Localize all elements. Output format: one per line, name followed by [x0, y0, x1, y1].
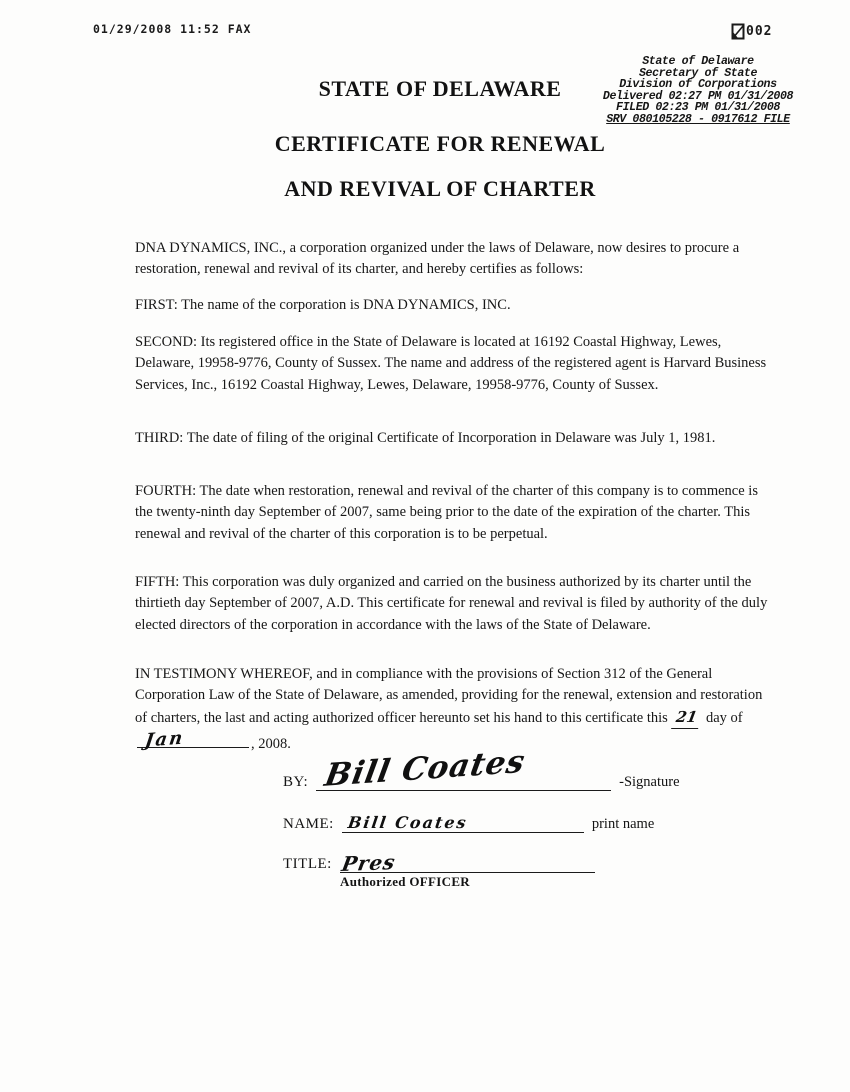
paragraph-fifth: FIFTH: This corporation was duly organized and carried on the business authorized by its charter until the thirtieth day September of 2007, A.D. This certificate for renewal and revival is filed by authority of the duly elected directors of the corporation in accordance with the laws of the State of Delaware. [135, 574, 768, 633]
name-label: NAME: [283, 816, 334, 832]
handwritten-month: Jan [143, 727, 186, 752]
title-label: TITLE: [283, 856, 332, 872]
print-name-line [342, 808, 584, 833]
handwritten-print-name: Bill Coates [346, 813, 469, 832]
stamp-line: FILED 02:23 PM 01/31/2008 [616, 101, 780, 115]
paragraph-fourth: FOURTH: The date when restoration, renewal and revival of the charter of this company is to commence is the twenty-ninth day September of 2007, same being prior to the date of the expiration of the charter. This renewal and revival of the charter of this corporation is to be perpetual. [135, 483, 758, 542]
testimony-text: day of [705, 709, 743, 726]
title-row [283, 848, 595, 877]
paragraph-second: SECOND: Its registered office in the State of Delaware is located at 16192 Coastal Highway, Lewes, Delaware, 19958-9776, County of Sussex. The name and address of the registered agent is Harvard Business Services, Inc., 16192 Coastal Highway, Lewes, Delaware, 19958-9776, County of Sussex. [135, 334, 767, 393]
title-line [339, 848, 595, 877]
stamp-line: State of Delaware [642, 55, 754, 68]
fax-page-indicator [731, 23, 772, 40]
paragraph-third: THIRD: The date of filing of the original Certificate of Incorporation in Delaware was July 1, 1981. [135, 430, 716, 446]
title-state-of-delaware: STATE OF DELAWARE [318, 76, 562, 101]
title-and-revival-of-charter: AND REVIVAL OF CHARTER [284, 176, 596, 201]
testimony-text: , 2008. [251, 735, 291, 752]
paragraph-intro: DNA DYNAMICS, INC., a corporation organized under the laws of Delaware, now desires to procure a restoration, renewal and revival of its charter, and hereby certifies as follows: [135, 240, 740, 278]
stamp-line: SRV 080105228 - 0917612 FILE [606, 112, 790, 126]
stamp-line: Delivered 02:27 PM 01/31/2008 [602, 89, 794, 103]
authorized-officer-caption: Authorized OFFICER [340, 874, 470, 889]
title-certificate-for-renewal: CERTIFICATE FOR RENEWAL [274, 131, 606, 156]
month-blank-line [137, 727, 249, 752]
fax-page-number: 002 [746, 24, 773, 39]
fax-page-icon [731, 23, 745, 40]
print-name-caption: print name [591, 816, 655, 832]
stamp-line: Division of Corporations [619, 78, 777, 92]
handwritten-signature: Bill Coates [322, 743, 529, 794]
handwritten-day: 21 [671, 707, 702, 729]
name-row [283, 808, 654, 833]
fax-timestamp: 01/29/2008 11:52 FAX [93, 22, 252, 36]
paragraph-first: FIRST: The name of the corporation is DNA DYNAMICS, INC. [135, 297, 511, 313]
by-label: BY: [283, 774, 309, 790]
signature-line [316, 743, 611, 794]
testimony-text: IN TESTIMONY WHEREOF, and in compliance with the provisions of Section 312 of the General Corporation Law of the State of Delaware, as amended, providing for the renewal, extension and restoration of charters, the last and acting authorized officer hereunto set his hand to this certificate this [135, 666, 763, 726]
handwritten-title: Pres [339, 849, 398, 877]
stamp-line: Secretary of State [638, 66, 758, 80]
by-row [283, 743, 680, 794]
paragraph-testimony [135, 664, 775, 755]
signature-caption: -Signature [619, 774, 680, 790]
